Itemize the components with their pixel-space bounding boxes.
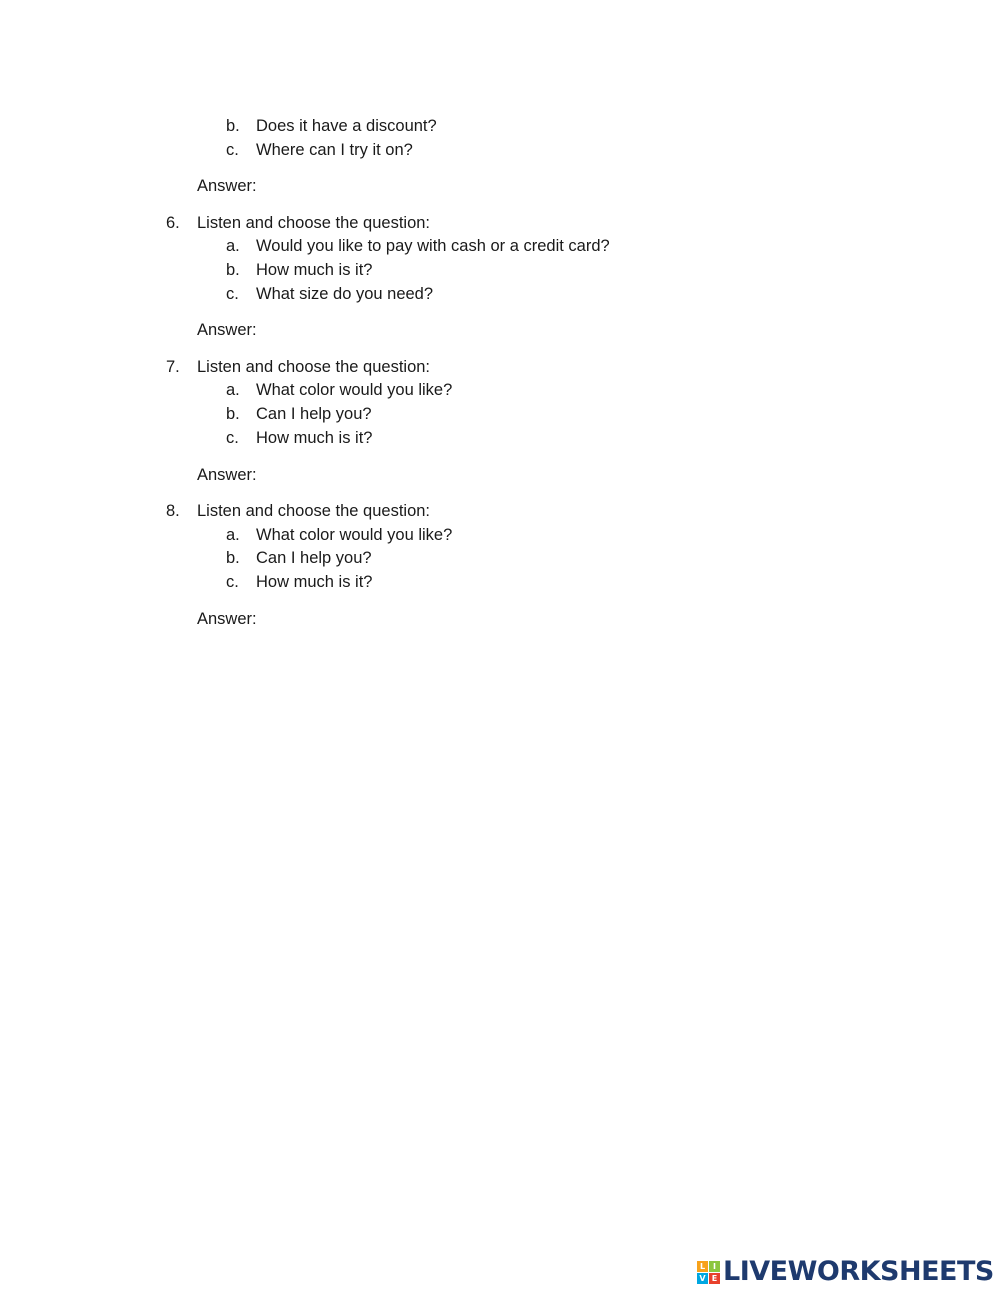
question-prompt: Listen and choose the question:: [197, 358, 431, 376]
option-text: How much is it?: [256, 261, 373, 279]
option-text: Can I help you?: [256, 549, 372, 567]
option-text: How much is it?: [256, 573, 373, 591]
option-label: c.: [226, 141, 239, 159]
option-text: What color would you like?: [256, 526, 453, 544]
question-number: 8.: [166, 502, 180, 520]
question-number: 7.: [166, 358, 180, 376]
option-text: How much is it?: [256, 429, 373, 447]
option-label: a.: [226, 237, 240, 255]
logo-square: E: [709, 1273, 720, 1284]
option-text: What color would you like?: [256, 381, 453, 399]
option-label: a.: [226, 381, 240, 399]
option-text: Can I help you?: [256, 405, 372, 423]
option-label: b.: [226, 405, 240, 423]
liveworksheets-logo: [697, 1257, 994, 1287]
answer-label: Answer:: [197, 466, 257, 484]
option-label: c.: [226, 285, 239, 303]
answer-label: Answer:: [197, 610, 257, 628]
logo-wordmark: LIVEWORKSHEETS: [723, 1256, 994, 1287]
answer-label: Answer:: [197, 321, 257, 339]
logo-squares-icon: [697, 1261, 720, 1284]
option-text: Where can I try it on?: [256, 141, 413, 159]
option-label: c.: [226, 573, 239, 591]
question-prompt: Listen and choose the question:: [197, 502, 431, 520]
option-label: a.: [226, 526, 240, 544]
option-text: Does it have a discount?: [256, 117, 437, 135]
option-label: c.: [226, 429, 239, 447]
question-prompt: Listen and choose the question:: [197, 214, 431, 232]
option-label: b.: [226, 549, 240, 567]
option-text: What size do you need?: [256, 285, 434, 303]
option-text: Would you like to pay with cash or a credit card?: [256, 237, 610, 255]
question-number: 6.: [166, 214, 180, 232]
logo-square: I: [709, 1261, 720, 1272]
logo-square: V: [697, 1273, 708, 1284]
option-label: b.: [226, 261, 240, 279]
option-label: b.: [226, 117, 240, 135]
answer-label: Answer:: [197, 177, 257, 195]
logo-square: L: [697, 1261, 708, 1272]
